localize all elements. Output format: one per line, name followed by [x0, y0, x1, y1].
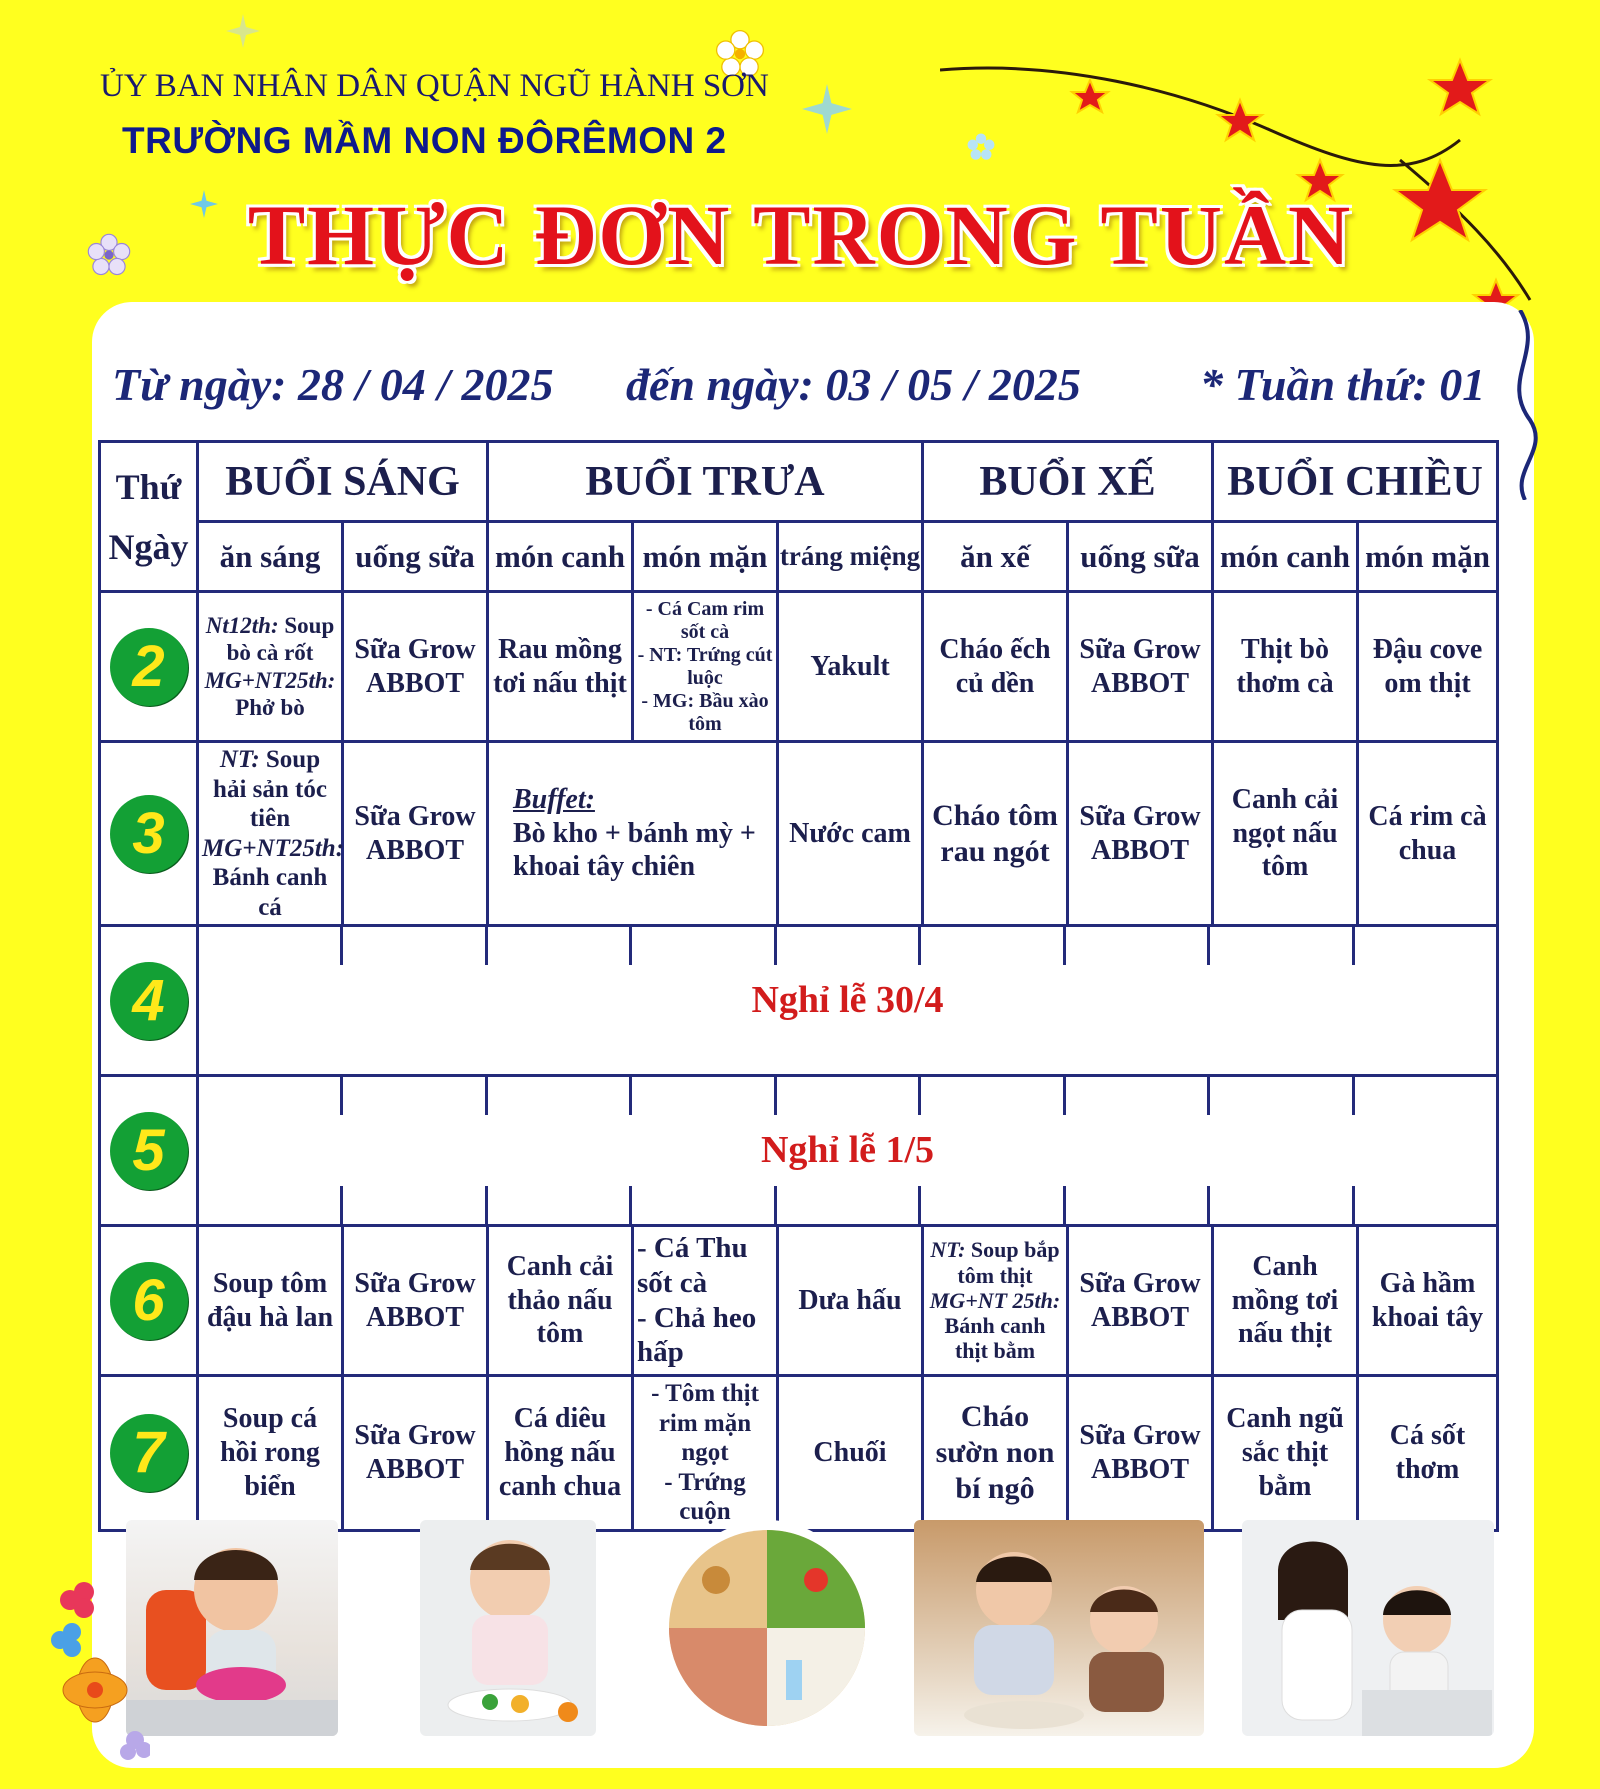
menu-cell: Sữa Grow ABBOT	[343, 742, 488, 926]
page-title: THỰC ĐƠN TRONG TUẦN	[247, 187, 1353, 283]
day-cell	[100, 592, 198, 742]
menu-cell: Sữa Grow ABBOT	[343, 592, 488, 742]
date-to: đến ngày: 03 / 05 / 2025	[626, 359, 1081, 410]
buffet-cell: Buffet: Bò kho + bánh mỳ + khoai tây chiên	[488, 742, 778, 926]
organization-name: ỦY BAN NHÂN DÂN QUẬN NGŨ HÀNH SƠN	[100, 68, 769, 104]
holiday-cell	[198, 926, 1498, 1076]
subheader: món mặn	[633, 522, 778, 592]
subheader: ăn sáng	[198, 522, 343, 592]
day-cell	[100, 1376, 198, 1531]
baby-eating-photo	[420, 1520, 596, 1736]
day-cell	[100, 1226, 198, 1376]
session-afternoon: BUỔI CHIỀU	[1213, 442, 1498, 522]
day-badge: 7	[110, 1414, 188, 1492]
day-cell	[100, 742, 198, 926]
food-groups-photo	[666, 1520, 868, 1736]
menu-cell: Đậu cove om thịt	[1358, 592, 1498, 742]
day-cell	[100, 926, 198, 1076]
menu-cell: Cháo tôm rau ngót	[923, 742, 1068, 926]
subheader: tráng miệng	[778, 522, 923, 592]
table-row	[100, 1376, 1498, 1531]
table-row	[100, 1076, 1498, 1226]
subheader: món canh	[1213, 522, 1358, 592]
menu-cell: Cá sốt thơm	[1358, 1376, 1498, 1531]
table-row	[100, 1226, 1498, 1376]
menu-cell: Sữa Grow ABBOT	[343, 1226, 488, 1376]
day-badge: 3	[110, 795, 188, 873]
mother-feeding-photo	[1242, 1520, 1494, 1736]
school-name: TRƯỜNG MẦM NON ĐÔRÊMON 2	[122, 120, 727, 161]
menu-cell: - Cá Cam rim sốt cà - NT: Trứng cút luộc - MG: Bầu xào tôm	[633, 592, 778, 742]
menu-cell: Cháo ếch củ dền	[923, 592, 1068, 742]
day-header-ngay: Ngày	[108, 526, 189, 567]
menu-cell: Chuối	[778, 1376, 923, 1531]
session-noon: BUỔI TRƯA	[488, 442, 923, 522]
day-badge: 4	[110, 962, 188, 1040]
day-header-thu: Thứ	[115, 466, 182, 507]
menu-cell: Sữa Grow ABBOT	[1068, 742, 1213, 926]
menu-cell: Cháo sườn non bí ngô	[923, 1376, 1068, 1531]
week-number: * Tuần thứ: 01	[1200, 359, 1486, 410]
day-badge: 6	[110, 1262, 188, 1340]
menu-cell: Cá rim cà chua	[1358, 742, 1498, 926]
table-row	[100, 592, 1498, 742]
menu-cell: Nt12th: Soup bò cà rốt MG+NT25th: Phở bò	[198, 592, 343, 742]
table-row	[100, 926, 1498, 1076]
menu-cell: Thịt bò thơm cà	[1213, 592, 1358, 742]
session-snack: BUỔI XẾ	[923, 442, 1213, 522]
child-eating-photo	[126, 1520, 338, 1736]
holiday-label: Nghỉ lễ 1/5	[760, 1128, 935, 1171]
children-eating-photo	[914, 1520, 1204, 1736]
menu-cell: - Tôm thịt rim mặn ngọt - Trứng cuộn	[633, 1376, 778, 1531]
menu-cell: NT: Soup hải sản tóc tiên MG+NT25th: Bánh canh cá	[198, 742, 343, 926]
menu-cell: Soup cá hồi rong biển	[198, 1376, 343, 1531]
menu-cell: - Cá Thu sốt cà - Chả heo hấp	[633, 1226, 778, 1376]
subheader: món canh	[488, 522, 633, 592]
menu-cell: Sữa Grow ABBOT	[1068, 1226, 1213, 1376]
menu-cell: Cá diêu hồng nấu canh chua	[488, 1376, 633, 1531]
day-badge: 5	[110, 1112, 188, 1190]
menu-cell: Dưa hấu	[778, 1226, 923, 1376]
day-badge: 2	[110, 628, 188, 706]
menu-cell: Rau mồng tơi nấu thịt	[488, 592, 633, 742]
menu-cell: Sữa Grow ABBOT	[343, 1376, 488, 1531]
menu-cell: Nước cam	[778, 742, 923, 926]
menu-cell: NT: Soup bắp tôm thịt MG+NT 25th: Bánh canh thịt bằm	[923, 1226, 1068, 1376]
weekly-menu-table	[98, 440, 1499, 1532]
subheader: món mặn	[1358, 522, 1498, 592]
table-row	[100, 742, 1498, 926]
holiday-label: Nghỉ lễ 30/4	[751, 978, 944, 1021]
day-cell	[100, 1076, 198, 1226]
holiday-cell	[198, 1076, 1498, 1226]
subheader: uống sữa	[343, 522, 488, 592]
menu-cell: Soup tôm đậu hà lan	[198, 1226, 343, 1376]
menu-cell: Canh ngũ sắc thịt bằm	[1213, 1376, 1358, 1531]
menu-cell: Sữa Grow ABBOT	[1068, 592, 1213, 742]
session-morning: BUỔI SÁNG	[198, 442, 488, 522]
menu-cell: Sữa Grow ABBOT	[1068, 1376, 1213, 1531]
flower-icon	[40, 1570, 150, 1770]
menu-cell: Canh mồng tơi nấu thịt	[1213, 1226, 1358, 1376]
day-header	[100, 442, 198, 592]
subheader: ăn xế	[923, 522, 1068, 592]
star-icon	[802, 84, 852, 134]
subheader: uống sữa	[1068, 522, 1213, 592]
menu-cell: Canh cải thảo nấu tôm	[488, 1226, 633, 1376]
menu-cell: Yakult	[778, 592, 923, 742]
star-icon	[226, 14, 260, 48]
menu-cell: Gà hầm khoai tây	[1358, 1226, 1498, 1376]
menu-cell: Canh cải ngọt nấu tôm	[1213, 742, 1358, 926]
date-from: Từ ngày: 28 / 04 / 2025	[112, 359, 554, 410]
